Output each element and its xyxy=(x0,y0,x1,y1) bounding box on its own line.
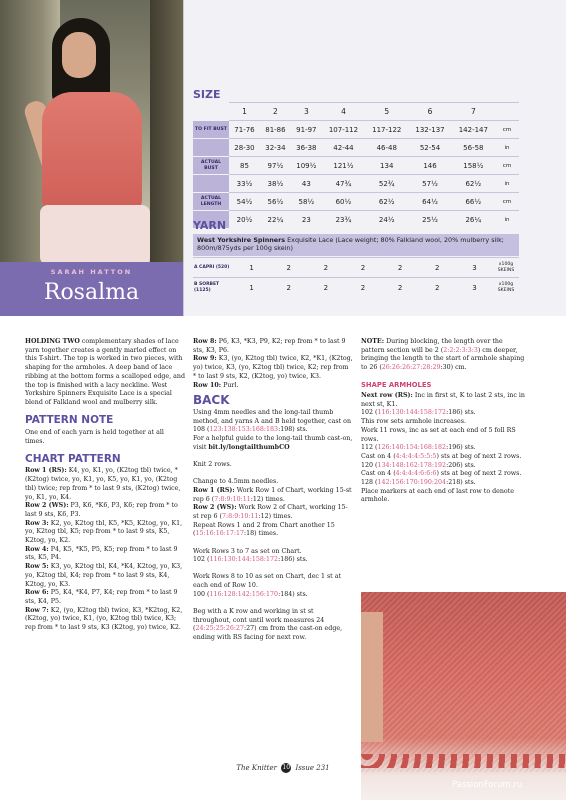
yarn-cell: 2 xyxy=(344,278,381,298)
armhole-cast-on-1: Cast on 4 (4:4:4:4:5:5:5) sts at beg of next 2 rows. xyxy=(361,452,522,460)
chart-pattern-heading: CHART PATTERN xyxy=(25,452,121,465)
size-heading: SIZE xyxy=(193,88,221,101)
size-number: 3 xyxy=(291,103,322,121)
chart-row xyxy=(193,355,353,381)
size-cell: 22¼ xyxy=(260,211,291,229)
chart-row-text: P6, K3, *K3, P9, K2; rep from * to last 9 sts, K3, P6. xyxy=(193,338,346,354)
chart-row xyxy=(25,563,185,589)
size-cell: 38½ xyxy=(260,175,291,193)
yarn-cell: 2 xyxy=(419,258,456,278)
size-cell: 64½ xyxy=(408,193,451,211)
chart-row-text: K2, (yo, K2tog tbl) twice, K3, *K2tog, K2, (K2tog, yo) twice, K1, (yo, K2tog tbl) twice, K3; rep from * to last 9 sts, K3 (K2tog, yo) twice, K2. xyxy=(25,606,183,632)
yarn-cell: 2 xyxy=(307,278,344,298)
size-cell: 85 xyxy=(229,157,260,175)
size-cell: 58½ xyxy=(291,193,322,211)
chart-row-label: Row 4: xyxy=(25,545,49,553)
chart-row-text: K3, (yo, K2tog tbl) twice, K2, *K1, (K2tog, yo) twice, K3, (yo, K2tog tbl) twice, K2; rep from * to last 9 sts, K2, (K2tog, yo) twice, K3. xyxy=(193,355,353,380)
chart-row-text: P3, K6, *K6, P3, K6; rep from * to last 9 sts, K6, P3. xyxy=(25,502,178,518)
chart-row-label: Row 1 (RS): xyxy=(25,467,67,475)
armhole-count-3: 120 (134:148:162:178:192:206) sts. xyxy=(361,461,476,469)
yarn-cell: 2 xyxy=(419,278,456,298)
size-row xyxy=(193,121,519,139)
column-3 xyxy=(361,338,526,514)
chart-row-text: P4, K5, *K5, P5, K5; rep from * to last 9 sts, K5, P4. xyxy=(25,545,178,562)
chart-row xyxy=(193,382,353,391)
size-cell: 56½ xyxy=(260,193,291,211)
size-cell: 97½ xyxy=(260,157,291,175)
size-cell: 47¾ xyxy=(322,175,365,193)
repeat-rows: Repeat Rows 1 and 2 from Chart another 15 (15:16:16:17:17:18) times. xyxy=(193,521,335,538)
size-cell: 107-112 xyxy=(322,121,365,139)
size-cell: 25½ xyxy=(408,211,451,229)
chart-row xyxy=(25,607,185,633)
back-heading: BACK xyxy=(193,393,230,408)
size-cell: 20½ xyxy=(229,211,260,229)
column-2 xyxy=(193,338,353,651)
size-number: 1 xyxy=(229,103,260,121)
size-cell: 81-86 xyxy=(260,121,291,139)
pattern-title: Rosalma xyxy=(43,280,140,305)
armhole-count-1: 102 (116:130:144:158:172:186) sts. xyxy=(361,409,476,417)
size-unit: in xyxy=(495,175,519,193)
chart-row-text: K3, yo, K2tog tbl, K4, *K4, K2tog, yo, K3, yo, K2tog tbl, K4; rep from * to last 9 sts, K4, K2tog, yo, K3. xyxy=(25,563,183,588)
chart-row-label: Row 2 (WS): xyxy=(25,502,69,510)
armhole-next-row: Next row (RS): Inc in first st, K to last 2 sts, inc in next st, K1. xyxy=(361,392,525,408)
size-unit: cm xyxy=(495,121,519,139)
work-rows-8-10: Work Rows 8 to 10 as set on Chart, dec 1 st at each end of Row 10. xyxy=(193,573,342,590)
size-number: 6 xyxy=(408,103,451,121)
yarn-cell: 2 xyxy=(270,258,307,278)
size-cell: 132-137 xyxy=(408,121,451,139)
armhole-count-4: 128 (142:156:170:190:204:218) sts. xyxy=(361,479,476,487)
yarn-shade-label: B SORBET (1125) xyxy=(193,278,233,298)
yarn-unit: x100g SKEINS xyxy=(493,258,519,278)
chart-row xyxy=(25,589,185,606)
size-cell: 91-97 xyxy=(291,121,322,139)
stitch-count-1: 102 (116:130:144:158:172:186) sts. xyxy=(193,556,308,564)
size-row xyxy=(193,139,519,157)
back-row-2: Row 2 (WS): Work Row 2 of Chart, working 15-st rep 6 (7:8:9:10:11:12) times. xyxy=(193,504,348,520)
size-cell: 54½ xyxy=(229,193,260,211)
size-cell: 24½ xyxy=(365,211,408,229)
size-row-label: ACTUAL BUST xyxy=(193,157,229,175)
needle-change: Change to 4.5mm needles. xyxy=(193,478,279,486)
size-cell: 52-54 xyxy=(408,139,451,157)
watermark: PassionForum.ru xyxy=(452,780,523,790)
size-row xyxy=(193,175,519,193)
size-unit-blank xyxy=(495,103,519,121)
size-cell: 158½ xyxy=(452,157,495,175)
size-row-label xyxy=(193,139,229,157)
size-cell: 46-48 xyxy=(365,139,408,157)
work-rows-3-7: Work Rows 3 to 7 as set on Chart. xyxy=(193,547,302,555)
size-cell: 32-34 xyxy=(260,139,291,157)
chart-row-text: P5, K4, *K4, P7, K4; rep from * to last 9 sts, K4, P5. xyxy=(25,589,178,605)
designer-name: SARAH HATTON xyxy=(50,268,133,276)
yarn-box xyxy=(193,234,519,294)
size-cell: 62½ xyxy=(365,193,408,211)
size-cell: 60½ xyxy=(322,193,365,211)
chart-rows-continued xyxy=(193,338,353,390)
size-cell: 62½ xyxy=(452,175,495,193)
yarn-cell: 2 xyxy=(382,258,419,278)
armhole-count-2: 112 (126:140:154:168:182:196) sts. xyxy=(361,444,476,452)
page-number: 10 xyxy=(282,764,291,771)
chart-row-label: Row 7: xyxy=(25,606,49,614)
chart-row-label: Row 9: xyxy=(193,355,217,363)
model-photo-top xyxy=(0,0,183,262)
issue-number: Issue 231 xyxy=(295,764,330,772)
chart-row xyxy=(25,520,185,546)
armhole-sets: This row sets armhole increases. xyxy=(361,418,467,426)
size-cell: 56-58 xyxy=(452,139,495,157)
chart-row-text: K4, yo, K1, yo, (K2tog tbl) twice, *(K2tog) twice, yo, K1, yo, K5, yo, K1, yo, (K2tog tbl) twice; rep from * to last 9 sts, (K2tog) twice, yo, K1, yo, K4. xyxy=(25,467,181,501)
chart-row-label: Row 6: xyxy=(25,589,49,597)
knit-rows: Knit 2 rows. xyxy=(193,460,232,468)
yarn-unit: x100g SKEINS xyxy=(493,278,519,298)
size-row-label xyxy=(193,175,229,193)
size-unit: cm xyxy=(495,157,519,175)
size-row xyxy=(193,157,519,175)
stocking-stitch-section: Beg with a K row and working in st st throughout, cont until work measures 24 (24:25:25:26:27:27) cm from the cast-on edge, ending with RS facing for next row. xyxy=(193,608,343,642)
size-cell: 23 xyxy=(291,211,322,229)
yarn-heading: YARN xyxy=(193,219,227,232)
size-row-label: TO FIT BUST xyxy=(193,121,229,139)
size-number: 2 xyxy=(260,103,291,121)
size-cell: 109½ xyxy=(291,157,322,175)
size-unit: cm xyxy=(495,193,519,211)
chart-row-label: Row 5: xyxy=(25,563,49,571)
size-cell: 33½ xyxy=(229,175,260,193)
size-cell: 117-122 xyxy=(365,121,408,139)
chart-rows xyxy=(25,467,185,632)
size-cell: 52¾ xyxy=(365,175,408,193)
yarn-cell: 2 xyxy=(344,258,381,278)
armhole-cast-on-2: Cast on 4 (4:4:4:4:6:6:6) sts at beg of next 2 rows. xyxy=(361,470,522,478)
size-cell: 26¼ xyxy=(452,211,495,229)
intro-lead: HOLDING TWO xyxy=(25,338,80,345)
panel-divider xyxy=(183,0,184,316)
intro-paragraph xyxy=(25,338,185,408)
yarn-cell: 3 xyxy=(456,258,493,278)
yarn-cell: 2 xyxy=(270,278,307,298)
size-number: 4 xyxy=(322,103,365,121)
yarn-shade-label: A CAPRI (520) xyxy=(193,258,233,278)
size-cell: 57½ xyxy=(408,175,451,193)
chart-row-label: Row 3: xyxy=(25,519,49,527)
size-number: 7 xyxy=(452,103,495,121)
chart-row xyxy=(25,546,185,563)
chart-row xyxy=(193,338,353,355)
back-cast-on: Using 4mm needles and the long-tail thumb method, and yarns A and B held together, cast on 108 (123:138:153:168:183:198) sts. xyxy=(193,408,352,434)
chart-row-label: Row 10: xyxy=(193,381,222,389)
size-cell: 121½ xyxy=(322,157,365,175)
yarn-description xyxy=(193,234,519,256)
size-corner xyxy=(193,103,229,121)
size-unit: in xyxy=(495,139,519,157)
yarn-row xyxy=(193,258,519,278)
pattern-note-heading: PATTERN NOTE xyxy=(25,414,114,427)
size-cell: 43 xyxy=(291,175,322,193)
yarn-row xyxy=(193,278,519,298)
size-row xyxy=(193,193,519,211)
size-cell: 28-30 xyxy=(229,139,260,157)
yarn-cell: 3 xyxy=(456,278,493,298)
chart-row-label: Row 8: xyxy=(193,338,217,345)
page-footer xyxy=(0,763,566,773)
size-row-label: ACTUAL LENGTH xyxy=(193,193,229,211)
publication-name: The Knitter xyxy=(236,764,277,772)
long-tail-guide: For a helpful guide to the long-tail thumb cast-on, visit bit.ly/longtailthumbCO xyxy=(193,435,353,451)
blocking-note: NOTE: During blocking, the length over the pattern section will be 2 (2:2:2:3:3:3) cm deeper, bringing the length to the start of armhole shaping to 26 (26:26:26:27:28:29:30) cm. xyxy=(361,338,525,372)
yarn-cell: 2 xyxy=(307,258,344,278)
yarn-cell: 1 xyxy=(233,278,270,298)
yarn-details: Exquisite Lace (Lace weight; 80% Falkland wool, 20% mulberry silk; 800m/875yds per 100g skein) xyxy=(197,236,504,252)
size-unit: in xyxy=(495,211,519,229)
guide-link[interactable]: bit.ly/longtailthumbCO xyxy=(208,443,290,451)
size-table xyxy=(193,102,519,228)
size-row xyxy=(193,211,519,229)
size-cell: 142-147 xyxy=(452,121,495,139)
armhole-work-rows: Work 11 rows, inc as set at each end of 5 foll RS rows. xyxy=(361,426,516,443)
armhole-markers: Place markers at each end of last row to denote armhole. xyxy=(361,487,514,504)
pattern-note-text: One end of each yarn is held together at all times. xyxy=(25,428,164,445)
stitch-count-2: 100 (116:128:142:156:170:184) sts. xyxy=(193,590,308,598)
chart-row xyxy=(25,467,185,502)
yarn-table xyxy=(193,257,519,297)
size-cell: 66½ xyxy=(452,193,495,211)
yarn-brand: West Yorkshire Spinners xyxy=(197,236,286,244)
yarn-cell: 1 xyxy=(233,258,270,278)
size-cell: 36-38 xyxy=(291,139,322,157)
chart-row-text: Purl. xyxy=(221,381,239,389)
chart-row-text: K2, yo, K2tog tbl, K5, *K5, K2tog, yo, K1, yo, K2tog tbl, K5; rep from * to last 9 sts, K5, K2tog, yo, K2. xyxy=(25,519,183,545)
column-1 xyxy=(25,338,185,633)
size-cell: 146 xyxy=(408,157,451,175)
back-row-1: Row 1 (RS): Work Row 1 of Chart, working 15-st rep 6 (7:8:9:10:11:12) times. xyxy=(193,486,352,503)
size-number: 5 xyxy=(365,103,408,121)
yarn-cell: 2 xyxy=(382,278,419,298)
size-cell: 71-76 xyxy=(229,121,260,139)
chart-row xyxy=(25,502,185,519)
shape-armholes-heading: SHAPE ARMHOLES xyxy=(361,381,432,390)
size-cell: 23¾ xyxy=(322,211,365,229)
size-cell: 134 xyxy=(365,157,408,175)
intro-text: complementary shades of lace yarn together creates a gently marled effect on this T-shirt. The top is worked in two pieces, with shaping for the armholes. A deep band of lace ribbing at the bottom forms a scalloped edge, and the top is finished with a lacy neckline. West Yorkshire Spinners Exquisite Lace is a special blend of Falkland wool and mulberry silk. xyxy=(25,338,186,406)
size-cell: 42-44 xyxy=(322,139,365,157)
